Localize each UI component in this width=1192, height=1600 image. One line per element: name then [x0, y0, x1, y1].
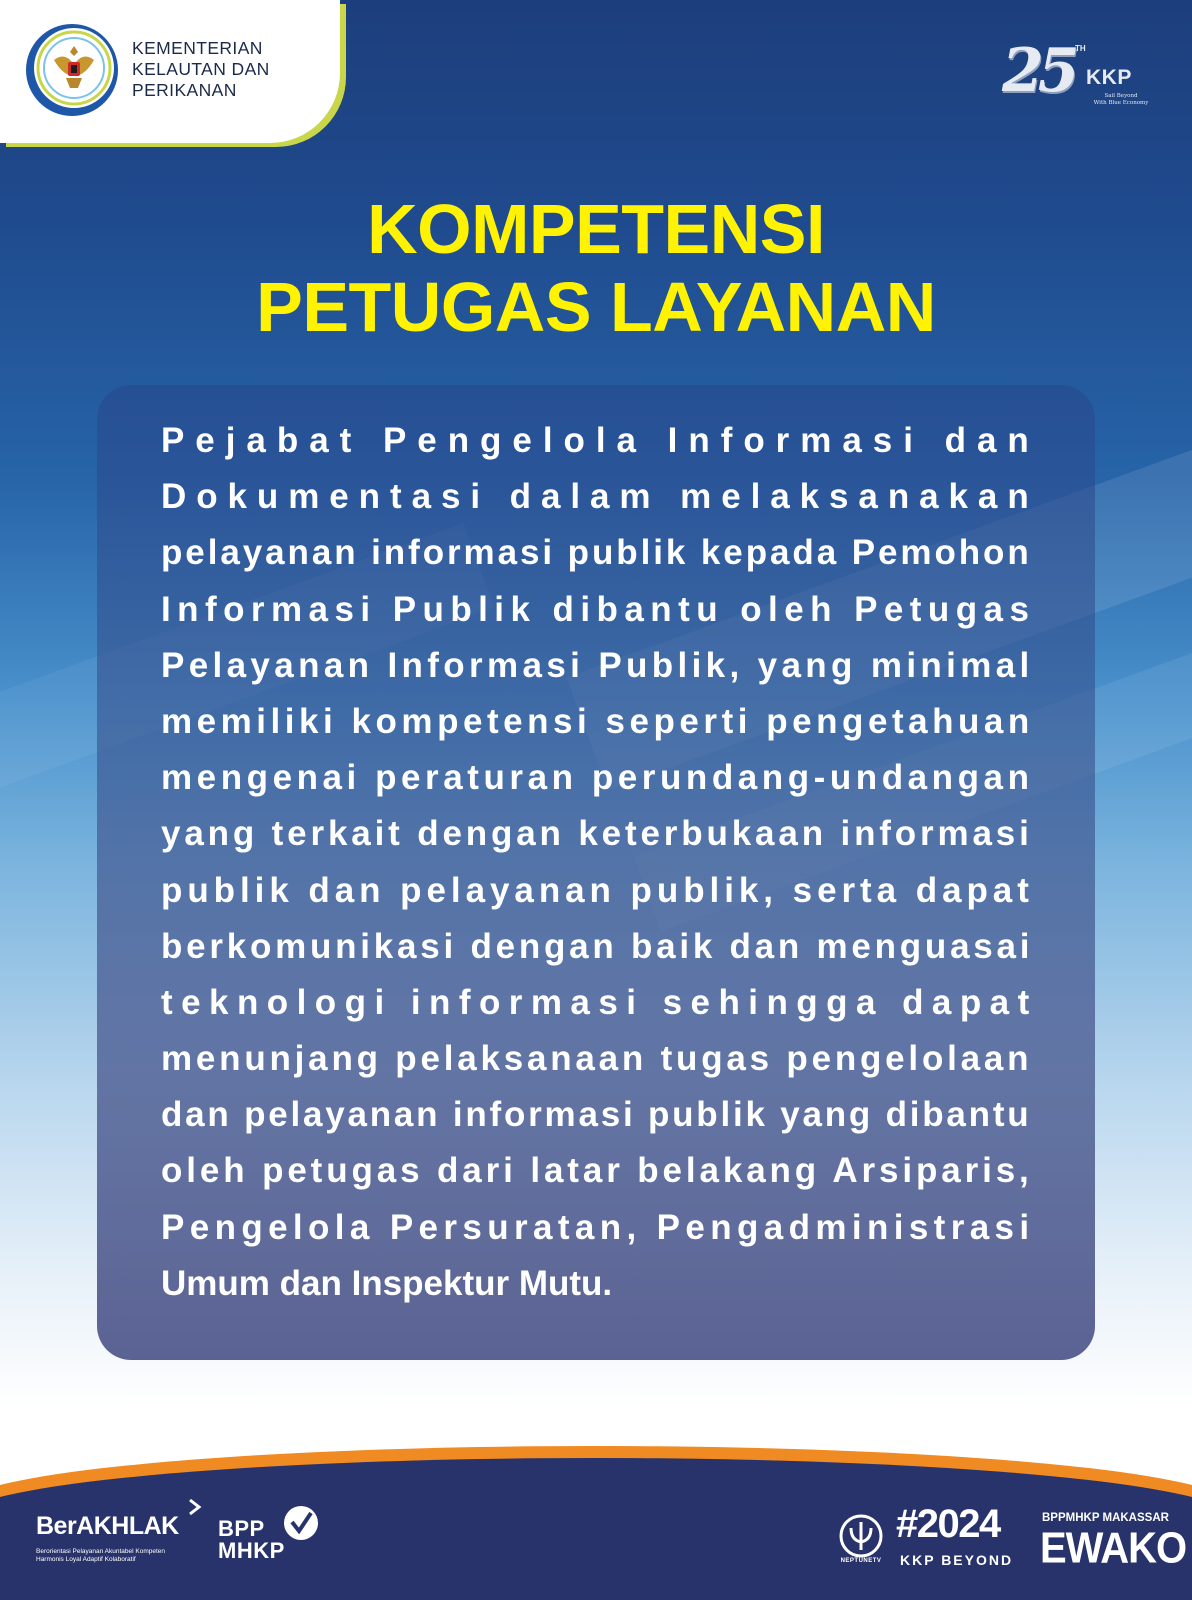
ministry-name-line: KELAUTAN DAN — [132, 59, 270, 79]
anniversary-brand: KKP — [1086, 66, 1132, 89]
ministry-name-line: PERIKANAN — [132, 80, 237, 100]
ministry-name — [132, 38, 332, 101]
bppmhkp-logo — [218, 1504, 328, 1564]
hashtag-year: #2024 — [896, 1502, 1000, 1546]
body-line: Dokumentasi dalam melaksanakan — [161, 477, 1039, 517]
body-line: oleh petugas dari latar belakang Arsiparis, — [161, 1151, 1033, 1191]
ewako-caption: BPPMHKP MAKASSAR — [1042, 1512, 1169, 1524]
page-title — [0, 190, 1192, 346]
body-line: Pengelola Persuratan, Pengadministrasi — [161, 1207, 1035, 1247]
trident-icon — [835, 1514, 887, 1558]
chevron-right-icon — [188, 1498, 202, 1516]
header-tab — [0, 0, 340, 143]
neptune-tv-label: NEPTUNETV — [840, 1558, 882, 1564]
berakhlak-wordmark: BerAKHLAK — [36, 1512, 179, 1540]
body-line: yang terkait dengan keterbukaan informasi — [161, 814, 1033, 854]
anniversary-tagline-line: With Blue Economy — [1093, 100, 1149, 106]
body-line: memiliki kompetensi seperti pengetahuan — [161, 701, 1034, 741]
anniversary-superscript: TH — [1075, 44, 1086, 53]
body-line: menunjang pelaksanaan tugas pengelolaan — [161, 1039, 1033, 1079]
body-line: Pelayanan Informasi Publik, yang minimal — [161, 645, 1034, 685]
body-line: publik dan pelayanan publik, serta dapat — [161, 870, 1034, 910]
bppmhkp-line2: MHKP — [218, 1538, 285, 1563]
anniversary-tagline-line: Sail Beyond — [1104, 93, 1138, 99]
body-line: Pejabat Pengelola Informasi dan — [161, 421, 1040, 460]
bppmhkp-line1: BPP — [218, 1516, 265, 1541]
garuda-emblem-icon — [24, 22, 120, 118]
checkmark-circle-icon — [282, 1504, 320, 1542]
anniversary-tagline — [1086, 93, 1156, 107]
body-paragraph — [161, 413, 1040, 1312]
ministry-name-line: KEMENTERIAN — [132, 38, 263, 58]
body-line: teknologi informasi sehingga dapat — [161, 982, 1038, 1022]
berakhlak-tagline — [36, 1548, 165, 1564]
body-line: berkomunikasi dengan baik dan menguasai — [161, 926, 1034, 966]
body-line: pelayanan informasi publik kepada Pemohon — [161, 533, 1032, 573]
title-line: KOMPETENSI — [367, 190, 825, 268]
hashtag-subtitle: KKP BEYOND — [900, 1552, 1014, 1568]
berakhlak-tagline-line: Berorientasi Pelayanan Akuntabel Kompeten — [36, 1548, 166, 1555]
anniversary-logo — [1002, 36, 1152, 116]
berakhlak-tagline-line: Harmonis Loyal Adaptif Kolaboratif — [36, 1556, 136, 1563]
ewako-wordmark: EWAKO — [1040, 1524, 1187, 1573]
anniversary-number: 25 — [1002, 36, 1074, 106]
body-line: Umum dan Inspektur Mutu. — [161, 1263, 613, 1303]
body-line: dan pelayanan informasi publik yang dibantu — [161, 1095, 1032, 1135]
body-line: Informasi Publik dibantu oleh Petugas — [161, 589, 1036, 629]
body-line: mengenai peraturan perundang-undangan — [161, 758, 1034, 798]
neptune-tv-logo — [835, 1514, 887, 1568]
content-card — [97, 385, 1095, 1360]
berakhlak-logo — [36, 1512, 216, 1562]
ewako-logo — [1040, 1512, 1187, 1573]
hashtag-2024-logo — [896, 1502, 1026, 1568]
title-line: PETUGAS LAYANAN — [256, 268, 936, 346]
